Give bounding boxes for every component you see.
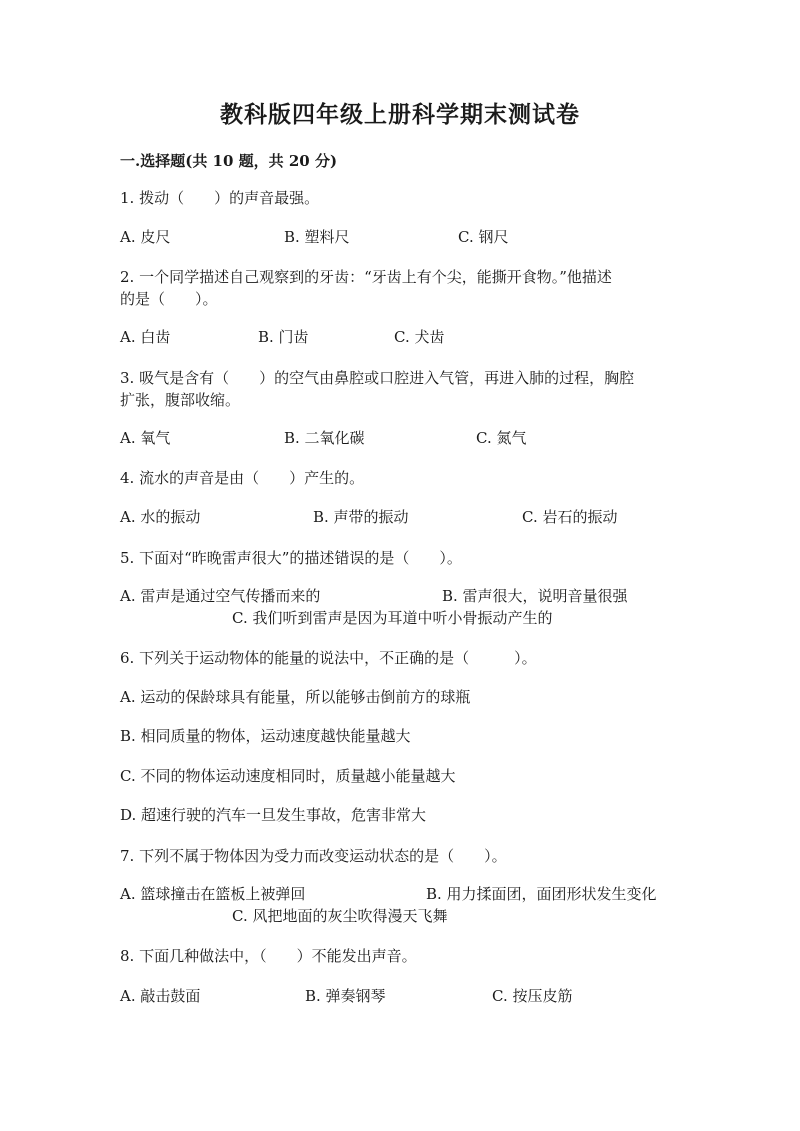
question-2-option-a[interactable]: A. 白齿 — [120, 328, 171, 346]
question-2-stem-line-1: 2. 一个同学描述自己观察到的牙齿：“牙齿上有个尖，能撕开食物。”他描述 — [120, 268, 612, 286]
question-1-option-b[interactable]: B. 塑料尺 — [284, 228, 350, 246]
question-5-option-a[interactable]: A. 雷声是通过空气传播而来的 — [120, 587, 321, 605]
question-1-option-c[interactable]: C. 钢尺 — [458, 228, 509, 246]
question-8-option-b[interactable]: B. 弹奏钢琴 — [305, 987, 386, 1005]
question-7-option-a[interactable]: A. 篮球撞击在篮板上被弹回 — [120, 885, 306, 903]
question-3-stem-line-1: 3. 吸气是含有（ ）的空气由鼻腔或口腔进入气管，再进入肺的过程，胸腔 — [120, 369, 635, 387]
question-1-stem: 1. 拨动（ ）的声音最强。 — [120, 189, 320, 207]
question-3-option-a[interactable]: A. 氧气 — [120, 429, 171, 447]
question-5-stem: 5. 下面对“昨晚雷声很大”的描述错误的是（ ）。 — [120, 549, 462, 567]
question-5-option-c[interactable]: C. 我们听到雷声是因为耳道中听小骨振动产生的 — [232, 609, 553, 627]
question-1-option-a[interactable]: A. 皮尺 — [120, 228, 171, 246]
question-7-option-c[interactable]: C. 风把地面的灰尘吹得漫天飞舞 — [232, 907, 448, 925]
question-4-option-c[interactable]: C. 岩石的振动 — [522, 508, 618, 526]
question-6-option-d[interactable]: D. 超速行驶的汽车一旦发生事故，危害非常大 — [120, 806, 427, 824]
question-3-option-c[interactable]: C. 氮气 — [476, 429, 527, 447]
question-3-option-b[interactable]: B. 二氧化碳 — [284, 429, 365, 447]
question-8-option-c[interactable]: C. 按压皮筋 — [492, 987, 573, 1005]
question-6-option-a[interactable]: A. 运动的保龄球具有能量，所以能够击倒前方的球瓶 — [120, 688, 471, 706]
question-4-option-a[interactable]: A. 水的振动 — [120, 508, 201, 526]
question-7-option-b[interactable]: B. 用力揉面团，面团形状发生变化 — [426, 885, 657, 903]
question-8-stem: 8. 下面几种做法中，（ ）不能发出声音。 — [120, 947, 417, 965]
question-6-option-b[interactable]: B. 相同质量的物体，运动速度越快能量越大 — [120, 727, 411, 745]
question-5-option-b[interactable]: B. 雷声很大，说明音量很强 — [442, 587, 628, 605]
section-heading: 一.选择题(共 10 题，共 20 分) — [120, 152, 338, 170]
question-8-option-a[interactable]: A. 敲击鼓面 — [120, 987, 201, 1005]
question-3-stem-line-2: 扩张，腹部收缩。 — [120, 391, 241, 409]
question-2-option-c[interactable]: C. 犬齿 — [394, 328, 445, 346]
question-4-stem: 4. 流水的声音是由（ ）产生的。 — [120, 469, 365, 487]
question-2-stem-line-2: 的是（ ）。 — [120, 290, 218, 308]
question-7-stem: 7. 下列不属于物体因为受力而改变运动状态的是（ ）。 — [120, 847, 507, 865]
question-6-stem: 6. 下列关于运动物体的能量的说法中，不正确的是（ ）。 — [120, 649, 537, 667]
question-4-option-b[interactable]: B. 声带的振动 — [313, 508, 409, 526]
question-2-option-b[interactable]: B. 门齿 — [258, 328, 309, 346]
question-6-option-c[interactable]: C. 不同的物体运动速度相同时，质量越小能量越大 — [120, 767, 456, 785]
page-title: 教科版四年级上册科学期末测试卷 — [220, 101, 580, 128]
